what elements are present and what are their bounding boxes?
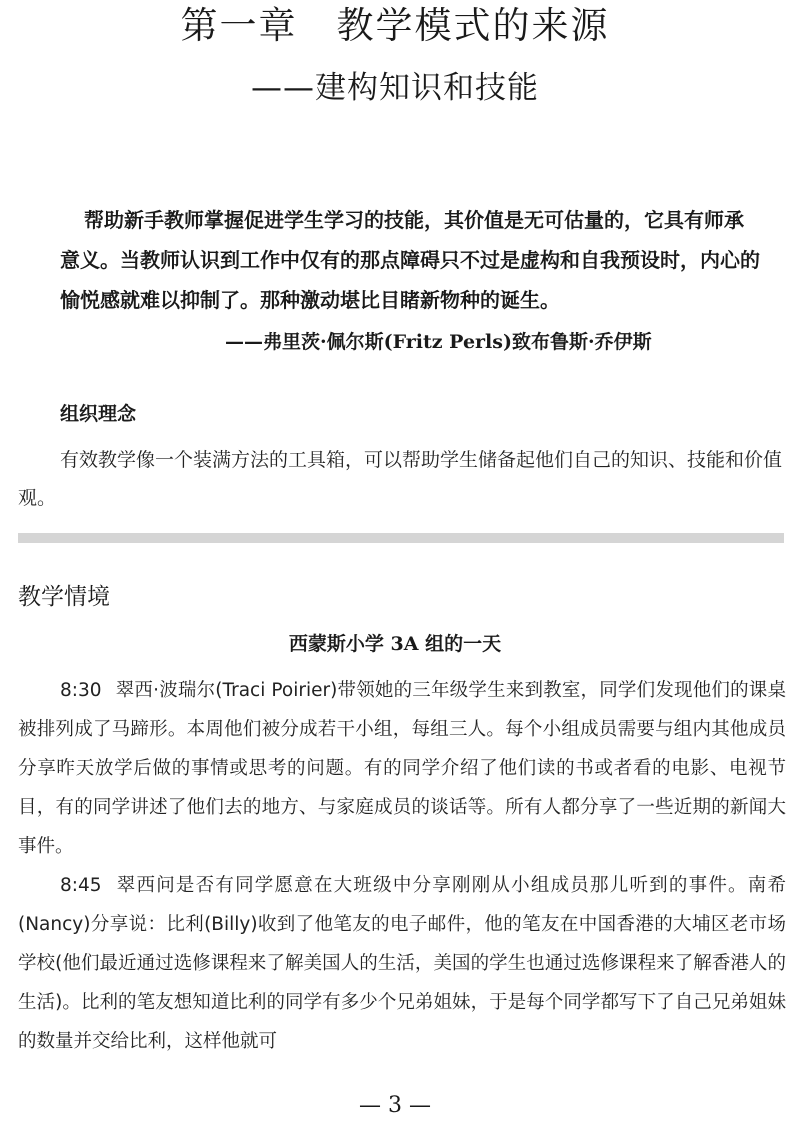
story-text: 翠西问是否有同学愿意在大班级中分享刚刚从小组成员那儿听到的事件。南希(Nancy)分享说：比利(Billy)收到了他笔友的电子邮件，他的笔友在中国香港的大埔区老市场学校(他们最近通过选修课程来了解美国人的生活，美国的学生也通过选修课程来了解香港人的生活)。比利的笔友想知道比利的同学有多少个兄弟姐妹，于是每个同学都写下了自己兄弟姐妹的数量并交给比利，这样他就可: [18, 875, 786, 1052]
story-body: [18, 671, 786, 1061]
organizing-concept-heading: 组织理念: [60, 403, 137, 425]
epigraph-attribution: ——弗里茨·佩尔斯(Fritz Perls)致布鲁斯·乔伊斯: [225, 331, 652, 353]
section-heading: 教学情境: [18, 584, 110, 610]
story-text: 翠西·波瑞尔(Traci Poirier)带领她的三年级学生来到教室，同学们发现他们的课桌被排列成了马蹄形。本周他们被分成若干小组，每组三人。每个小组成员需要与组内其他成员分享昨天放学后做的事情或思考的问题。有的同学介绍了他们读的书或者看的电影、电视节目，有的同学讲述了他们去的地方、与家庭成员的谈话等。所有人都分享了一些近期的新闻大事件。: [18, 680, 786, 857]
section-divider: [18, 533, 784, 543]
story-time: 8:45: [60, 875, 102, 896]
page-number: — 3 —: [359, 1093, 431, 1118]
chapter-title: 第一章 教学模式的来源: [180, 4, 610, 47]
story-paragraph: [18, 866, 786, 1061]
organizing-concept-body: 有效教学像一个装满方法的工具箱，可以帮助学生储备起他们自己的知识、技能和价值观。: [18, 449, 783, 509]
epigraph: [60, 200, 760, 362]
story-paragraph: [18, 671, 786, 866]
story-title: 西蒙斯小学 3A 组的一天: [288, 633, 502, 655]
story-time: 8:30: [60, 680, 102, 701]
epigraph-text: 帮助新手教师掌握促进学生学习的技能，其价值是无可估量的，它具有师承意义。当教师认识到工作中仅有的那点障碍只不过是虚构和自我预设时，内心的愉悦感就难以抑制了。那种激动堪比目睹新物种的诞生。: [60, 208, 760, 312]
chapter-subtitle: ——建构知识和技能: [251, 70, 539, 106]
